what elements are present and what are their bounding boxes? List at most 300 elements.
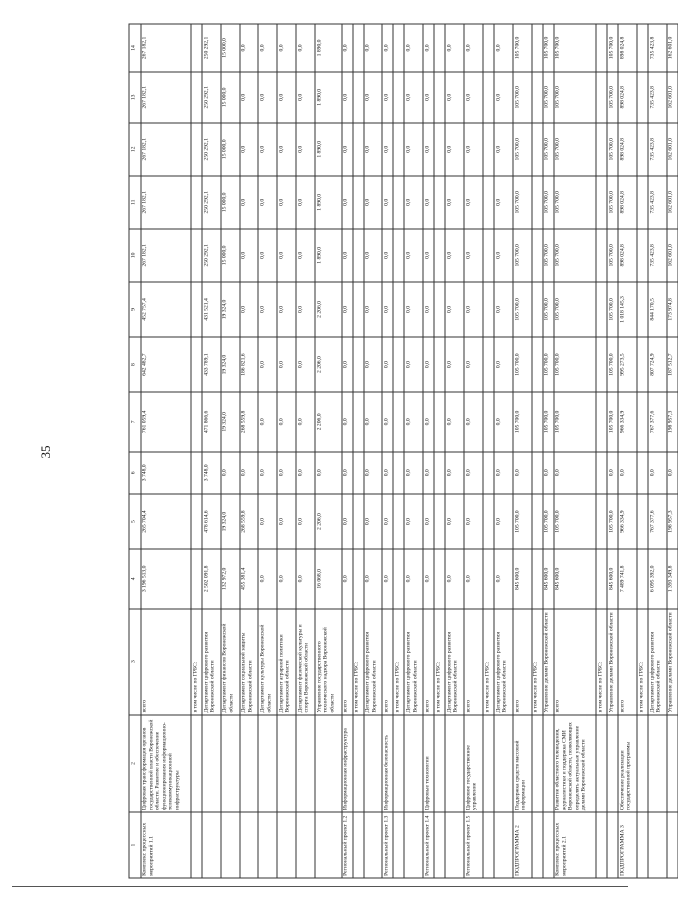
- table-cell-value: [393, 451, 404, 493]
- table-cell-value: 0,0: [445, 228, 464, 281]
- table-cell-value: 0,0: [404, 71, 423, 122]
- table-cell-value: 0,0: [382, 392, 393, 451]
- row-label-c1: Комплекс процессных мероприятий 1.1: [140, 812, 190, 878]
- column-header: 6: [129, 451, 141, 493]
- table-cell-value: [482, 494, 493, 549]
- table-cell-value: [352, 337, 363, 392]
- table-cell-value: 0,0: [341, 228, 352, 281]
- row-label-c2: [445, 714, 464, 812]
- table-cell-value: [190, 392, 201, 451]
- table-cell-value: [434, 549, 445, 608]
- row-label-c1: [201, 812, 220, 878]
- table-cell-value: 0,0: [493, 549, 512, 608]
- table-cell-value: 6 095 392,0: [647, 549, 666, 608]
- table-cell-value: 0,0: [445, 281, 464, 336]
- row-label-c2: [636, 714, 647, 812]
- table-cell-value: 186 821,6: [239, 337, 258, 392]
- row-label-c3: в том числе по ГРБС:: [352, 608, 363, 714]
- table-cell-value: [482, 337, 493, 392]
- row-label-c2: [314, 714, 341, 812]
- table-cell-value: 0,0: [423, 392, 434, 451]
- table-cell-value: 0,0: [341, 122, 352, 175]
- table-cell-value: 0,0: [277, 392, 296, 451]
- table-cell-value: 898 024,8: [618, 24, 637, 72]
- row-label-c1: Региональный проект 1.4: [423, 812, 434, 878]
- table-cell-value: 0,0: [404, 549, 423, 608]
- table-cell-value: [531, 392, 542, 451]
- table-cell-value: [190, 281, 201, 336]
- row-label-c1: [647, 812, 666, 878]
- table-cell-value: 105 700,0: [542, 24, 553, 72]
- table-cell-value: 845 600,0: [553, 549, 595, 608]
- column-header: 5: [129, 494, 141, 549]
- table-cell-value: [596, 175, 607, 228]
- row-label-c2: [201, 714, 220, 812]
- table-cell-value: 0,0: [296, 228, 315, 281]
- table-row: [404, 24, 423, 878]
- table-cell-value: [596, 337, 607, 392]
- row-label-c3: всего: [512, 608, 531, 714]
- row-label-c2: [482, 714, 493, 812]
- table-cell-value: 0,0: [445, 337, 464, 392]
- row-label-c3: Управление делами Воронежской области: [666, 608, 677, 714]
- table-cell-value: [352, 494, 363, 549]
- table-cell-value: [482, 281, 493, 336]
- column-header: 2: [129, 714, 141, 812]
- table-header-row: [129, 24, 141, 878]
- table-cell-value: 0,0: [341, 337, 352, 392]
- table-cell-value: 0,0: [445, 451, 464, 493]
- row-label-c3: всего: [553, 608, 595, 714]
- table-cell-value: 105 700,0: [553, 228, 595, 281]
- row-label-c3: в том числе по ГРБС:: [531, 608, 542, 714]
- row-label-c2: [352, 714, 363, 812]
- table-cell-value: 105 700,0: [512, 494, 531, 549]
- table-row: [464, 24, 483, 878]
- table-cell-value: 0,0: [341, 71, 352, 122]
- table-cell-value: 105 700,0: [512, 392, 531, 451]
- table-cell-value: 1 890,0: [314, 71, 341, 122]
- table-cell-value: 0,0: [493, 392, 512, 451]
- row-label-c3: Департамент физической культуры и спорта Воронежской области: [296, 608, 315, 714]
- table-cell-value: 0,0: [404, 24, 423, 72]
- table-cell-value: 0,0: [363, 24, 382, 72]
- page-number: 35: [38, 445, 53, 459]
- table-cell-value: 0,0: [423, 451, 434, 493]
- table-cell-value: 198 957,3: [666, 494, 677, 549]
- table-cell-value: 0,0: [382, 281, 393, 336]
- row-label-c1: [363, 812, 382, 878]
- table-cell-value: 0,0: [277, 175, 296, 228]
- table-cell-value: 0,0: [445, 494, 464, 549]
- table-cell-value: 162 601,0: [666, 24, 677, 72]
- table-cell-value: 3 196 513,0: [140, 549, 190, 608]
- row-label-c3: Департамент цифрового развития Воронежской области: [201, 608, 220, 714]
- table-cell-value: 0,0: [296, 122, 315, 175]
- table-cell-value: 0,0: [363, 122, 382, 175]
- row-label-c2: Информационная безопасность: [382, 714, 393, 812]
- table-cell-value: 105 700,0: [553, 337, 595, 392]
- table-row: [423, 24, 434, 878]
- table-row: [553, 24, 595, 878]
- row-label-c3: Департамент цифрового развития Воронежской области: [404, 608, 423, 714]
- row-label-c1: ПОДПРОГРАММА 3: [618, 812, 637, 878]
- row-label-c2: [190, 714, 201, 812]
- table-cell-value: 0,0: [314, 451, 341, 493]
- table-row: [512, 24, 531, 878]
- table-cell-value: 105 700,0: [607, 175, 618, 228]
- row-label-c1: Региональный проект 1.5: [464, 812, 483, 878]
- table-cell-value: 268 559,8: [239, 494, 258, 549]
- table-cell-value: 0,0: [363, 228, 382, 281]
- column-header: 11: [129, 175, 141, 228]
- table-row: [434, 24, 445, 878]
- table-cell-value: 0,0: [382, 228, 393, 281]
- column-header: 8: [129, 337, 141, 392]
- table-cell-value: [531, 451, 542, 493]
- table-cell-value: 0,0: [423, 281, 434, 336]
- table-cell-value: 0,0: [296, 549, 315, 608]
- row-label-c2: Обеспечение реализации государственной программы: [618, 714, 637, 812]
- table-cell-value: [531, 494, 542, 549]
- table-cell-value: 0,0: [341, 392, 352, 451]
- table-cell-value: 0,0: [341, 24, 352, 72]
- table-cell-value: 250 292,1: [201, 71, 220, 122]
- table-cell-value: 265 704,4: [140, 494, 190, 549]
- row-label-c3: Департамент цифрового развития Воронежской области: [363, 608, 382, 714]
- table-cell-value: [636, 392, 647, 451]
- table-cell-value: [352, 122, 363, 175]
- row-label-c1: [393, 812, 404, 878]
- table-row: [341, 24, 352, 878]
- row-label-c3: Департамент культуры Воронежской области: [258, 608, 277, 714]
- table-cell-value: 0,0: [296, 281, 315, 336]
- row-label-c2: [647, 714, 666, 812]
- table-cell-value: 0,0: [277, 281, 296, 336]
- table-cell-value: [190, 494, 201, 549]
- row-label-c1: [607, 812, 618, 878]
- table-cell-value: 452 757,4: [140, 281, 190, 336]
- row-label-c3: Департамент цифрового развития Воронежской области: [647, 608, 666, 714]
- table-cell-value: 0,0: [445, 122, 464, 175]
- table-cell-value: 767 377,6: [647, 392, 666, 451]
- table-cell-value: [352, 228, 363, 281]
- row-label-c2: Цифровые технологии: [423, 714, 434, 812]
- table-cell-value: 105 700,0: [512, 281, 531, 336]
- row-label-c3: Управление делами Воронежской области: [607, 608, 618, 714]
- table-cell-value: 0,0: [382, 71, 393, 122]
- table-cell-value: 0,0: [341, 175, 352, 228]
- table-row: [382, 24, 393, 878]
- table-cell-value: 0,0: [423, 71, 434, 122]
- table-cell-value: 0,0: [382, 451, 393, 493]
- table-row: [352, 24, 363, 878]
- table-cell-value: 0,0: [464, 122, 483, 175]
- row-label-c3: Департамент аграрной политики Воронежской области: [277, 608, 296, 714]
- table-cell-value: [636, 24, 647, 72]
- table-cell-value: [482, 71, 493, 122]
- table-cell-value: 267 182,1: [140, 24, 190, 72]
- row-label-c3: в том числе по ГРБС:: [393, 608, 404, 714]
- table-cell-value: 105 700,0: [553, 122, 595, 175]
- table-cell-value: [352, 451, 363, 493]
- table-cell-value: 19 324,0: [220, 337, 239, 392]
- column-header: 14: [129, 24, 141, 72]
- table-cell-value: 0,0: [258, 494, 277, 549]
- table-cell-value: 0,0: [341, 549, 352, 608]
- table-cell-value: [393, 71, 404, 122]
- column-header: 3: [129, 608, 141, 714]
- table-row: [277, 24, 296, 878]
- row-label-c1: [596, 812, 607, 878]
- table-cell-value: 0,0: [647, 451, 666, 493]
- table-cell-value: [531, 337, 542, 392]
- table-cell-value: 0,0: [239, 228, 258, 281]
- table-cell-value: 898 024,8: [618, 175, 637, 228]
- table-cell-value: 966 334,9: [618, 494, 637, 549]
- table-cell-value: [531, 228, 542, 281]
- column-header: 13: [129, 71, 141, 122]
- table-cell-value: [596, 228, 607, 281]
- table-cell-value: 0,0: [464, 24, 483, 72]
- table-cell-value: [596, 122, 607, 175]
- table-cell-value: 735 423,8: [647, 122, 666, 175]
- table-cell-value: 105 700,0: [542, 175, 553, 228]
- table-cell-value: 0,0: [445, 549, 464, 608]
- table-cell-value: 0,0: [277, 451, 296, 493]
- table-cell-value: [352, 175, 363, 228]
- row-label-c3: Департамент социальной защиты Воронежской области: [239, 608, 258, 714]
- table-row: [445, 24, 464, 878]
- row-label-c3: Департамент цифрового развития Воронежской области: [445, 608, 464, 714]
- table-cell-value: 105 700,0: [607, 122, 618, 175]
- row-label-c1: [636, 812, 647, 878]
- table-cell-value: 0,0: [464, 281, 483, 336]
- table-body: [140, 24, 677, 878]
- table-cell-value: [352, 24, 363, 72]
- row-label-c2: [493, 714, 512, 812]
- table-cell-value: [531, 122, 542, 175]
- table-cell-value: 0,0: [404, 281, 423, 336]
- table-row: [636, 24, 647, 878]
- table-cell-value: 15 000,0: [220, 122, 239, 175]
- row-label-c1: [352, 812, 363, 878]
- row-label-c2: [531, 714, 542, 812]
- table-cell-value: [531, 281, 542, 336]
- table-cell-value: 0,0: [493, 228, 512, 281]
- table-cell-value: 0,0: [341, 494, 352, 549]
- table-cell-value: 471 866,6: [201, 392, 220, 451]
- table-cell-value: [190, 549, 201, 608]
- budget-table: [128, 23, 678, 878]
- table-cell-value: 0,0: [258, 175, 277, 228]
- table-cell-value: 1 890,0: [314, 24, 341, 72]
- table-cell-value: 268 559,8: [239, 392, 258, 451]
- table-cell-value: [190, 71, 201, 122]
- table-cell-value: 0,0: [423, 337, 434, 392]
- row-label-c3: в том числе по ГРБС:: [482, 608, 493, 714]
- table-cell-value: 0,0: [464, 71, 483, 122]
- table-cell-value: [596, 71, 607, 122]
- table-cell-value: 105 700,0: [607, 228, 618, 281]
- row-label-c2: [277, 714, 296, 812]
- table-cell-value: [190, 451, 201, 493]
- table-cell-value: 431 521,4: [201, 281, 220, 336]
- row-label-c3: всего: [341, 608, 352, 714]
- row-label-c2: Цифровое государственное управление: [464, 714, 483, 812]
- table-cell-value: 2 206,0: [314, 281, 341, 336]
- table-cell-value: 0,0: [493, 24, 512, 72]
- table-cell-value: [636, 228, 647, 281]
- table-cell-value: 0,0: [363, 451, 382, 493]
- table-cell-value: 0,0: [404, 451, 423, 493]
- table-cell-value: 105 700,0: [542, 392, 553, 451]
- table-cell-value: [482, 122, 493, 175]
- table-cell-value: 0,0: [404, 122, 423, 175]
- table-cell-value: 0,0: [277, 71, 296, 122]
- table-cell-value: 2 206,0: [314, 494, 341, 549]
- table-cell-value: 267 182,1: [140, 175, 190, 228]
- table-cell-value: 0,0: [423, 122, 434, 175]
- table-cell-value: [434, 281, 445, 336]
- table-cell-value: 0,0: [423, 549, 434, 608]
- table-cell-value: 15 000,0: [220, 71, 239, 122]
- table-cell-value: 0,0: [553, 451, 595, 493]
- table-cell-value: [482, 24, 493, 72]
- table-cell-value: 105 700,0: [512, 122, 531, 175]
- table-cell-value: 0,0: [445, 71, 464, 122]
- table-row: [258, 24, 277, 878]
- table-cell-value: [434, 122, 445, 175]
- table-cell-value: 250 292,1: [201, 228, 220, 281]
- table-row: [314, 24, 341, 878]
- table-cell-value: 807 724,9: [647, 337, 666, 392]
- table-cell-value: 0,0: [277, 549, 296, 608]
- table-row: [140, 24, 190, 878]
- table-cell-value: [190, 122, 201, 175]
- table-cell-value: 845 600,0: [542, 549, 553, 608]
- table-cell-value: 105 700,0: [542, 281, 553, 336]
- row-label-c2: [404, 714, 423, 812]
- table-cell-value: 105 700,0: [512, 337, 531, 392]
- table-cell-value: [596, 494, 607, 549]
- table-cell-value: 2 502 091,8: [201, 549, 220, 608]
- row-label-c3: в том числе по ГРБС:: [596, 608, 607, 714]
- table-cell-value: 105 700,0: [542, 494, 553, 549]
- table-cell-value: [482, 392, 493, 451]
- table-cell-value: 105 700,0: [553, 24, 595, 72]
- table-cell-value: 0,0: [363, 175, 382, 228]
- row-label-c1: [445, 812, 464, 878]
- table-cell-value: 19 324,0: [220, 494, 239, 549]
- table-cell-value: 7 489 741,8: [618, 549, 637, 608]
- table-cell-value: 15 000,0: [220, 24, 239, 72]
- table-cell-value: 0,0: [464, 337, 483, 392]
- table-cell-value: 0,0: [382, 24, 393, 72]
- table-cell-value: 15 000,0: [220, 228, 239, 281]
- table-cell-value: 478 614,6: [201, 494, 220, 549]
- table-cell-value: 0,0: [404, 392, 423, 451]
- table-cell-value: [636, 281, 647, 336]
- row-label-c1: Комплекс процессных мероприятий 2.1: [553, 812, 595, 878]
- row-label-c2: [296, 714, 315, 812]
- table-cell-value: 0,0: [258, 281, 277, 336]
- table-cell-value: [190, 24, 201, 72]
- row-label-c2: [220, 714, 239, 812]
- row-label-c2: Развитие областного телевидения, журналистики и поддержка СМИ Воронежской области, позволяющих определять актуальные управление делами Воронежской области: [553, 714, 595, 812]
- table-cell-value: 898 024,8: [618, 122, 637, 175]
- table-cell-value: 105 700,0: [512, 71, 531, 122]
- table-cell-value: 105 700,0: [512, 175, 531, 228]
- table-cell-value: [636, 71, 647, 122]
- table-row: [201, 24, 220, 878]
- row-label-c1: [190, 812, 201, 878]
- row-label-c1: [482, 812, 493, 878]
- table-cell-value: 1 890,0: [314, 228, 341, 281]
- row-label-c2: [393, 714, 404, 812]
- table-cell-value: [352, 392, 363, 451]
- table-cell-value: [434, 337, 445, 392]
- table-cell-value: 0,0: [363, 549, 382, 608]
- table-cell-value: 0,0: [493, 337, 512, 392]
- table-cell-value: [482, 175, 493, 228]
- table-cell-value: 1 890,0: [314, 175, 341, 228]
- table-cell-value: 0,0: [445, 175, 464, 228]
- table-cell-value: 16 068,0: [314, 549, 341, 608]
- row-label-c3: Управление делами Воронежской области: [542, 608, 553, 714]
- table-cell-value: 0,0: [220, 451, 239, 493]
- table-cell-value: 735 423,8: [647, 175, 666, 228]
- table-cell-value: 0,0: [258, 549, 277, 608]
- table-cell-value: 0,0: [464, 392, 483, 451]
- table-cell-value: 995 273,5: [618, 337, 637, 392]
- table-cell-value: [531, 71, 542, 122]
- table-cell-value: 0,0: [296, 175, 315, 228]
- table-cell-value: 0,0: [258, 228, 277, 281]
- table-cell-value: 761 059,4: [140, 392, 190, 451]
- table-cell-value: [393, 549, 404, 608]
- table-cell-value: [190, 175, 201, 228]
- table-cell-value: 250 292,1: [201, 24, 220, 72]
- row-label-c1: [531, 812, 542, 878]
- table-cell-value: 0,0: [382, 549, 393, 608]
- row-label-c1: [296, 812, 315, 878]
- table-cell-value: [482, 228, 493, 281]
- table-cell-value: 0,0: [493, 451, 512, 493]
- row-label-c3: в том числе по ГРБС:: [636, 608, 647, 714]
- table-cell-value: 105 700,0: [553, 494, 595, 549]
- table-cell-value: 735 423,8: [647, 71, 666, 122]
- table-row: [296, 24, 315, 878]
- table-cell-value: 0,0: [464, 175, 483, 228]
- table-cell-value: 132 972,0: [220, 549, 239, 608]
- row-label-c1: [404, 812, 423, 878]
- row-label-c2: [542, 714, 553, 812]
- table-cell-value: 0,0: [296, 451, 315, 493]
- table-cell-value: 105 700,0: [553, 392, 595, 451]
- table-cell-value: 0,0: [363, 392, 382, 451]
- table-cell-value: 0,0: [258, 71, 277, 122]
- row-label-c1: [493, 812, 512, 878]
- table-row: [363, 24, 382, 878]
- table-cell-value: 0,0: [277, 228, 296, 281]
- table-cell-value: [636, 337, 647, 392]
- table-cell-value: 735 423,8: [647, 24, 666, 72]
- table-cell-value: 0,0: [445, 392, 464, 451]
- table-cell-value: 198 957,3: [666, 392, 677, 451]
- table-row: [531, 24, 542, 878]
- table-cell-value: 105 700,0: [542, 228, 553, 281]
